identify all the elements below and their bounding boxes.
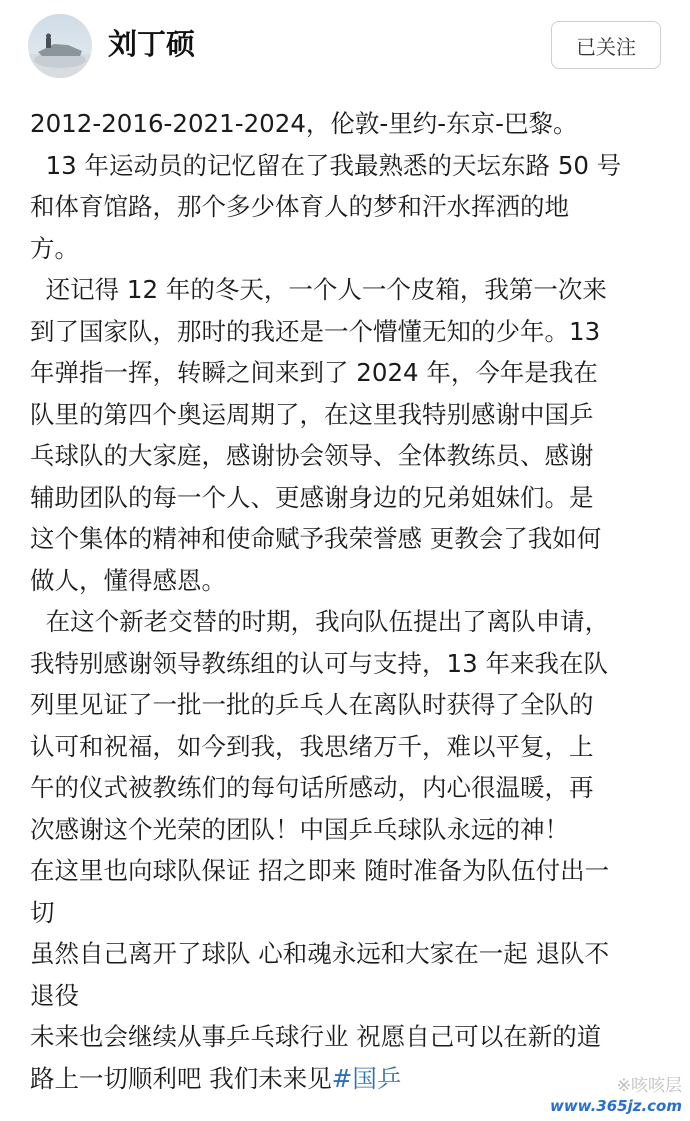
post-line: 在这个新老交替的时期，我向队伍提出了离队申请， [30, 607, 610, 636]
post-line: 我特别感谢领导教练组的认可与支持，13 年来我在队 [30, 648, 608, 678]
post-content [30, 103, 680, 1099]
post-line: 辅助团队的每一个人、更感谢身边的兄弟姐妹们。是 [30, 482, 594, 512]
username[interactable]: 刘丁硕 [108, 27, 196, 61]
post-line: 做人，懂得感恩。 [30, 565, 226, 595]
post-line: 在这里也向球队保证 招之即来 随时准备为队伍付出一 [30, 856, 610, 885]
hashtag-link[interactable]: #国乒 [331, 1063, 402, 1093]
post-line: 午的仪式被教练们的每句话所感动，内心很温暖，再 [30, 773, 594, 802]
watermark-logo: ※咳咳层 [616, 1076, 682, 1096]
post-line: 次感谢这个光荣的团队！中国乒乓球队永远的神！ [30, 814, 569, 844]
post-line: 和体育馆路，那个多少体育人的梦和汗水挥洒的地 [30, 192, 569, 221]
post-line: 13 年运动员的记忆留在了我最熟悉的天坛东路 50 号 [30, 150, 622, 180]
follow-button[interactable]: 已关注 [551, 21, 661, 69]
post-line: 虽然自己离开了球队 心和魂永远和大家在一起 退队不 [30, 939, 610, 968]
post-line: 乓球队的大家庭，感谢协会领导、全体教练员、感谢 [30, 441, 594, 470]
post-line: 认可和祝福，如今到我，我思绪万千，难以平复，上 [30, 731, 594, 761]
post-line: 未来也会继续从事乒乓球行业 祝愿自己可以在新的道 [30, 1022, 602, 1051]
post-line: 退役 [30, 980, 79, 1010]
post-line: 队里的第四个奥运周期了，在这里我特别感谢中国乒 [30, 399, 594, 429]
post-line: 列里见证了一批一批的乒乓人在离队时获得了全队的 [30, 690, 594, 719]
avatar-image [28, 14, 92, 78]
avatar[interactable] [28, 14, 92, 78]
post-line: 切 [30, 897, 55, 927]
post-header [0, 0, 690, 92]
post-line-last [30, 1058, 680, 1100]
watermark-site: www.365jz.com [549, 1097, 682, 1115]
post-line-text: 路上一切顺利吧 我们未来见 [30, 1063, 332, 1093]
post-line: 这个集体的精神和使命赋予我荣誉感 更教会了我如何 [30, 524, 602, 553]
post-line: 到了国家队，那时的我还是一个懵懂无知的少年。13 [30, 316, 601, 346]
post-line: 2012-2016-2021-2024，伦敦-里约-东京-巴黎。 [30, 109, 578, 138]
post-line: 年弹指一挥，转瞬之间来到了 2024 年，今年是我在 [30, 358, 598, 387]
post-line: 还记得 12 年的冬天，一个人一个皮箱，我第一次来 [30, 275, 607, 304]
post-line: 方。 [30, 233, 79, 263]
